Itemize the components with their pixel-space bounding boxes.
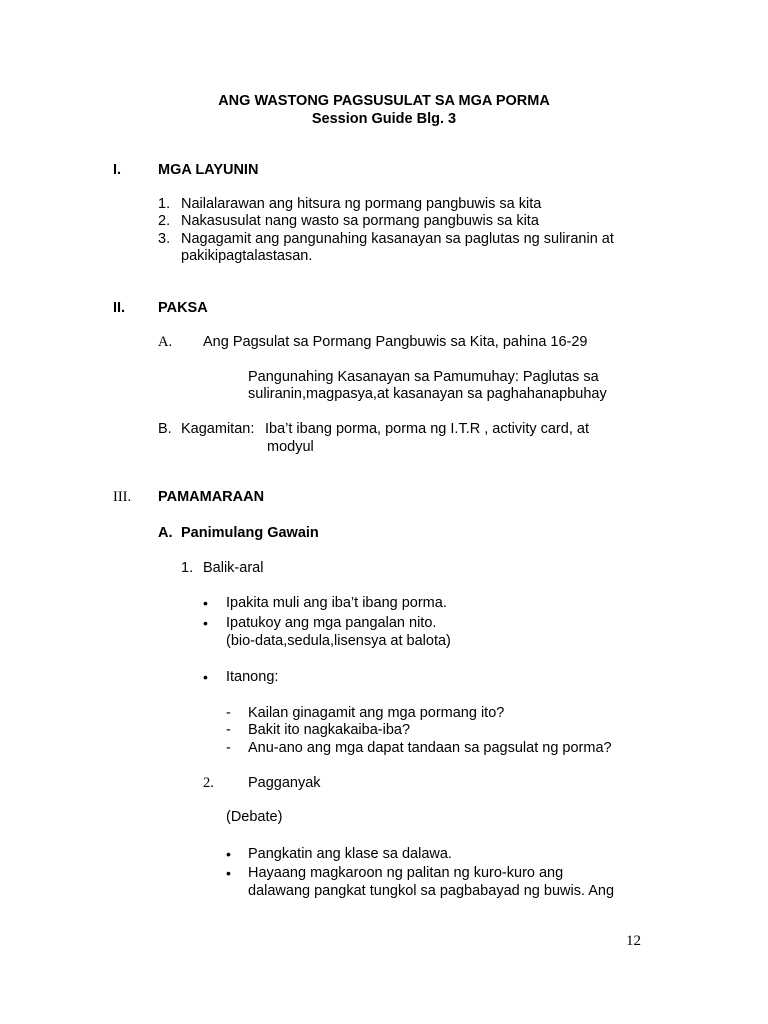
kagamitan-text-1: Iba’t ibang porma, porma ng I.T.R , activity card, at: [265, 421, 589, 437]
dash-icon: -: [226, 722, 231, 738]
debate-label: (Debate): [226, 809, 283, 825]
objective-3-continuation: pakikipagtalastasan.: [181, 248, 313, 264]
dash-icon: -: [226, 740, 231, 756]
step-2-number: 2.: [203, 775, 214, 791]
balik-aral-bullet-2-continuation: (bio-data,sedula,lisensya at balota): [226, 633, 451, 649]
step-1-title: Balik-aral: [203, 560, 264, 576]
skill-line-1: Pangunahing Kasanayan sa Pamumuhay: Paglutas sa: [248, 369, 599, 385]
kagamitan-text-2: modyul: [267, 439, 314, 455]
sub-a-heading: Panimulang Gawain: [181, 525, 319, 541]
balik-aral-bullet-1: Ipakita muli ang iba’t ibang porma.: [226, 595, 447, 611]
bullet-icon: •: [203, 595, 208, 611]
dash-icon: -: [226, 705, 231, 721]
objective-2-number: 2.: [158, 213, 171, 229]
question-2: Bakit ito nagkakaiba-iba?: [248, 722, 411, 738]
section-1-heading: MGA LAYUNIN: [158, 162, 259, 178]
section-1-number: I.: [113, 162, 122, 178]
balik-aral-bullet-2: Ipatukoy ang mga pangalan nito.: [226, 615, 437, 631]
bullet-icon: •: [226, 846, 231, 862]
bullet-icon: •: [203, 615, 208, 631]
paksa-a-text: Ang Pagsulat sa Pormang Pangbuwis sa Kita, pahina 16-29: [203, 334, 588, 350]
skill-line-2: suliranin,magpasya,at kasanayan sa paghahanapbuhay: [248, 386, 607, 402]
document-subtitle: Session Guide Blg. 3: [311, 111, 457, 127]
objective-3-number: 3.: [158, 231, 171, 247]
document-title: ANG WASTONG PAGSUSULAT SA MGA PORMA: [218, 93, 550, 109]
objective-1-text: Nailalarawan ang hitsura ng pormang pangbuwis sa kita: [181, 196, 542, 212]
objective-3-text: Nagagamit ang pangunahing kasanayan sa paglutas ng suliranin at: [181, 231, 614, 247]
sub-a-label: A.: [158, 525, 173, 541]
bullet-icon: •: [226, 865, 231, 881]
pagganyak-bullet-2-continuation: dalawang pangkat tungkol sa pagbabayad ng buwis. Ang: [248, 883, 615, 899]
kagamitan-label: Kagamitan:: [181, 421, 255, 437]
section-2-number: II.: [113, 300, 126, 316]
question-3: Anu-ano ang mga dapat tandaan sa pagsulat ng porma?: [248, 740, 612, 756]
pagganyak-bullet-1: Pangkatin ang klase sa dalawa.: [248, 846, 452, 862]
section-3-number: III.: [113, 489, 132, 505]
page-number: 12: [626, 933, 641, 949]
objective-1-number: 1.: [158, 196, 171, 212]
pagganyak-bullet-2: Hayaang magkaroon ng palitan ng kuro-kuro ang: [248, 865, 564, 881]
objective-2-text: Nakasusulat nang wasto sa pormang pangbuwis sa kita: [181, 213, 539, 229]
section-3-heading: PAMAMARAAN: [158, 489, 265, 505]
step-2-title: Pagganyak: [248, 775, 321, 791]
paksa-a-label: A.: [158, 334, 173, 350]
section-2-heading: PAKSA: [158, 300, 208, 316]
itanong-label: Itanong:: [226, 669, 279, 685]
step-1-number: 1.: [181, 560, 194, 576]
question-1: Kailan ginagamit ang mga pormang ito?: [248, 705, 505, 721]
bullet-icon: •: [203, 669, 208, 685]
paksa-b-label: B.: [158, 421, 172, 437]
